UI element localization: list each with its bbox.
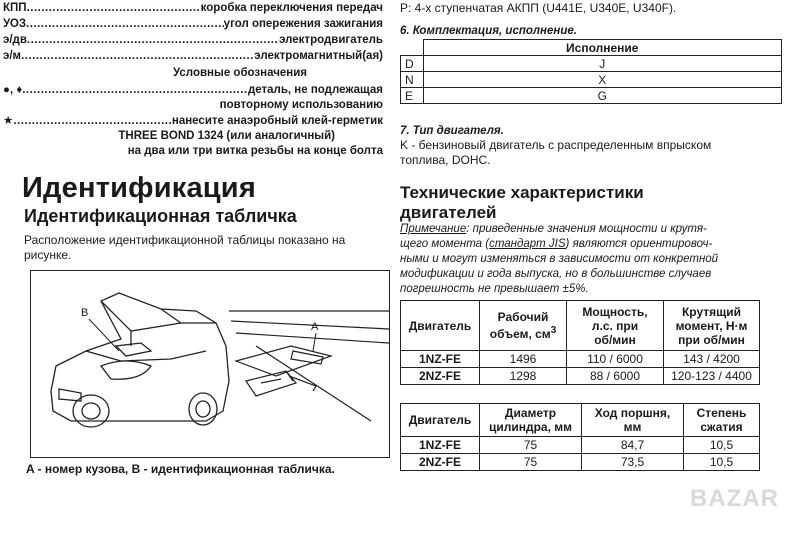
legend-row: УОЗ ..... угол опережения зажигания [3, 17, 383, 32]
table-row: 2NZ-FE 1298 88 / 6000 120-123 / 4400 [401, 368, 760, 385]
identification-title: Идентификация [22, 172, 256, 204]
note-paragraph: Примечание: приведенные значения мощности и крутя- щего момента (стандарт JIS) являются ориентировоч- ными и могут изменяться в зависимости от конкретной модификации и года выпуска, но в большинстве случаев погрешность не превышает ±5%. [400, 223, 719, 295]
section-7-title: 7. Тип двигателя. [400, 125, 504, 137]
label-b: B [81, 307, 89, 319]
tech-specs-title: Технические характеристики двигателей [400, 183, 644, 222]
legend-row: ★ ..... нанесите анаэробный клей-герметик [3, 114, 383, 129]
engine-geometry-table: Двигатель Диаметр цилиндра, мм Ход поршня, мм Степень сжатия 1NZ-FE 75 84,7 10,5 2NZ-FE 75 73,5 10,5 [400, 403, 760, 471]
car-illustration [31, 271, 389, 457]
legend-continuation: на два или три витка резьбы на конце болта [127, 145, 383, 157]
legend-row: э/м ..... электромагнитный(ая) [3, 49, 383, 64]
section-7-text: топлива, DOHC. [400, 153, 491, 167]
equipment-header: Исполнение [423, 40, 782, 56]
table-row: 2NZ-FE 75 73,5 10,5 [401, 454, 760, 471]
identification-plate-figure [30, 270, 390, 458]
engine-power-table: Двигатель Рабочий объем, $см^3$ Мощность, л.с. при об/мин Крутящий момент, Н·м при об/мин 1NZ-FE 1496 110 / 6000 143 / 4200 2NZ-FE 1298 88 / 6000 120-123 / 4400 [400, 300, 760, 385]
table-row: 1NZ-FE 1496 110 / 6000 143 / 4200 [401, 351, 760, 368]
table-row: N X [401, 72, 782, 88]
legend-row: КПП ..... коробка переключения передач [3, 1, 383, 16]
legend-row: э/дв ..... электродвигатель [3, 33, 383, 48]
legend-row: ●, ♦ ..... деталь, не подлежащая [3, 83, 383, 98]
symbols-title: Условные обозначения [172, 67, 307, 79]
figure-caption: A - номер кузова, B - идентификационная табличка. [26, 462, 335, 476]
table-row: 1NZ-FE 75 84,7 10,5 [401, 437, 760, 454]
section-6-title: 6. Комплектация, исполнение. [400, 25, 577, 37]
legend-continuation: THREE BOND 1324 (или аналогичный) [118, 130, 335, 142]
identification-text-line: Расположение идентификационной таблицы показано на [24, 233, 346, 247]
section-7-text: K - бензиновый двигатель с распределенным впрыском [400, 138, 712, 152]
table-row: E G [401, 88, 782, 104]
identification-text-line: рисунке. [24, 248, 72, 262]
table-row: D J [401, 56, 782, 72]
label-a: A [311, 321, 319, 333]
identification-subtitle: Идентификационная табличка [24, 206, 297, 226]
gearbox-line: P: 4-х ступенчатая АКПП (U441E, U340E, U340F). [400, 1, 677, 15]
equipment-table [400, 39, 782, 104]
watermark-logo: BAZAR [690, 485, 779, 512]
legend-continuation: повторному использованию [219, 99, 383, 111]
